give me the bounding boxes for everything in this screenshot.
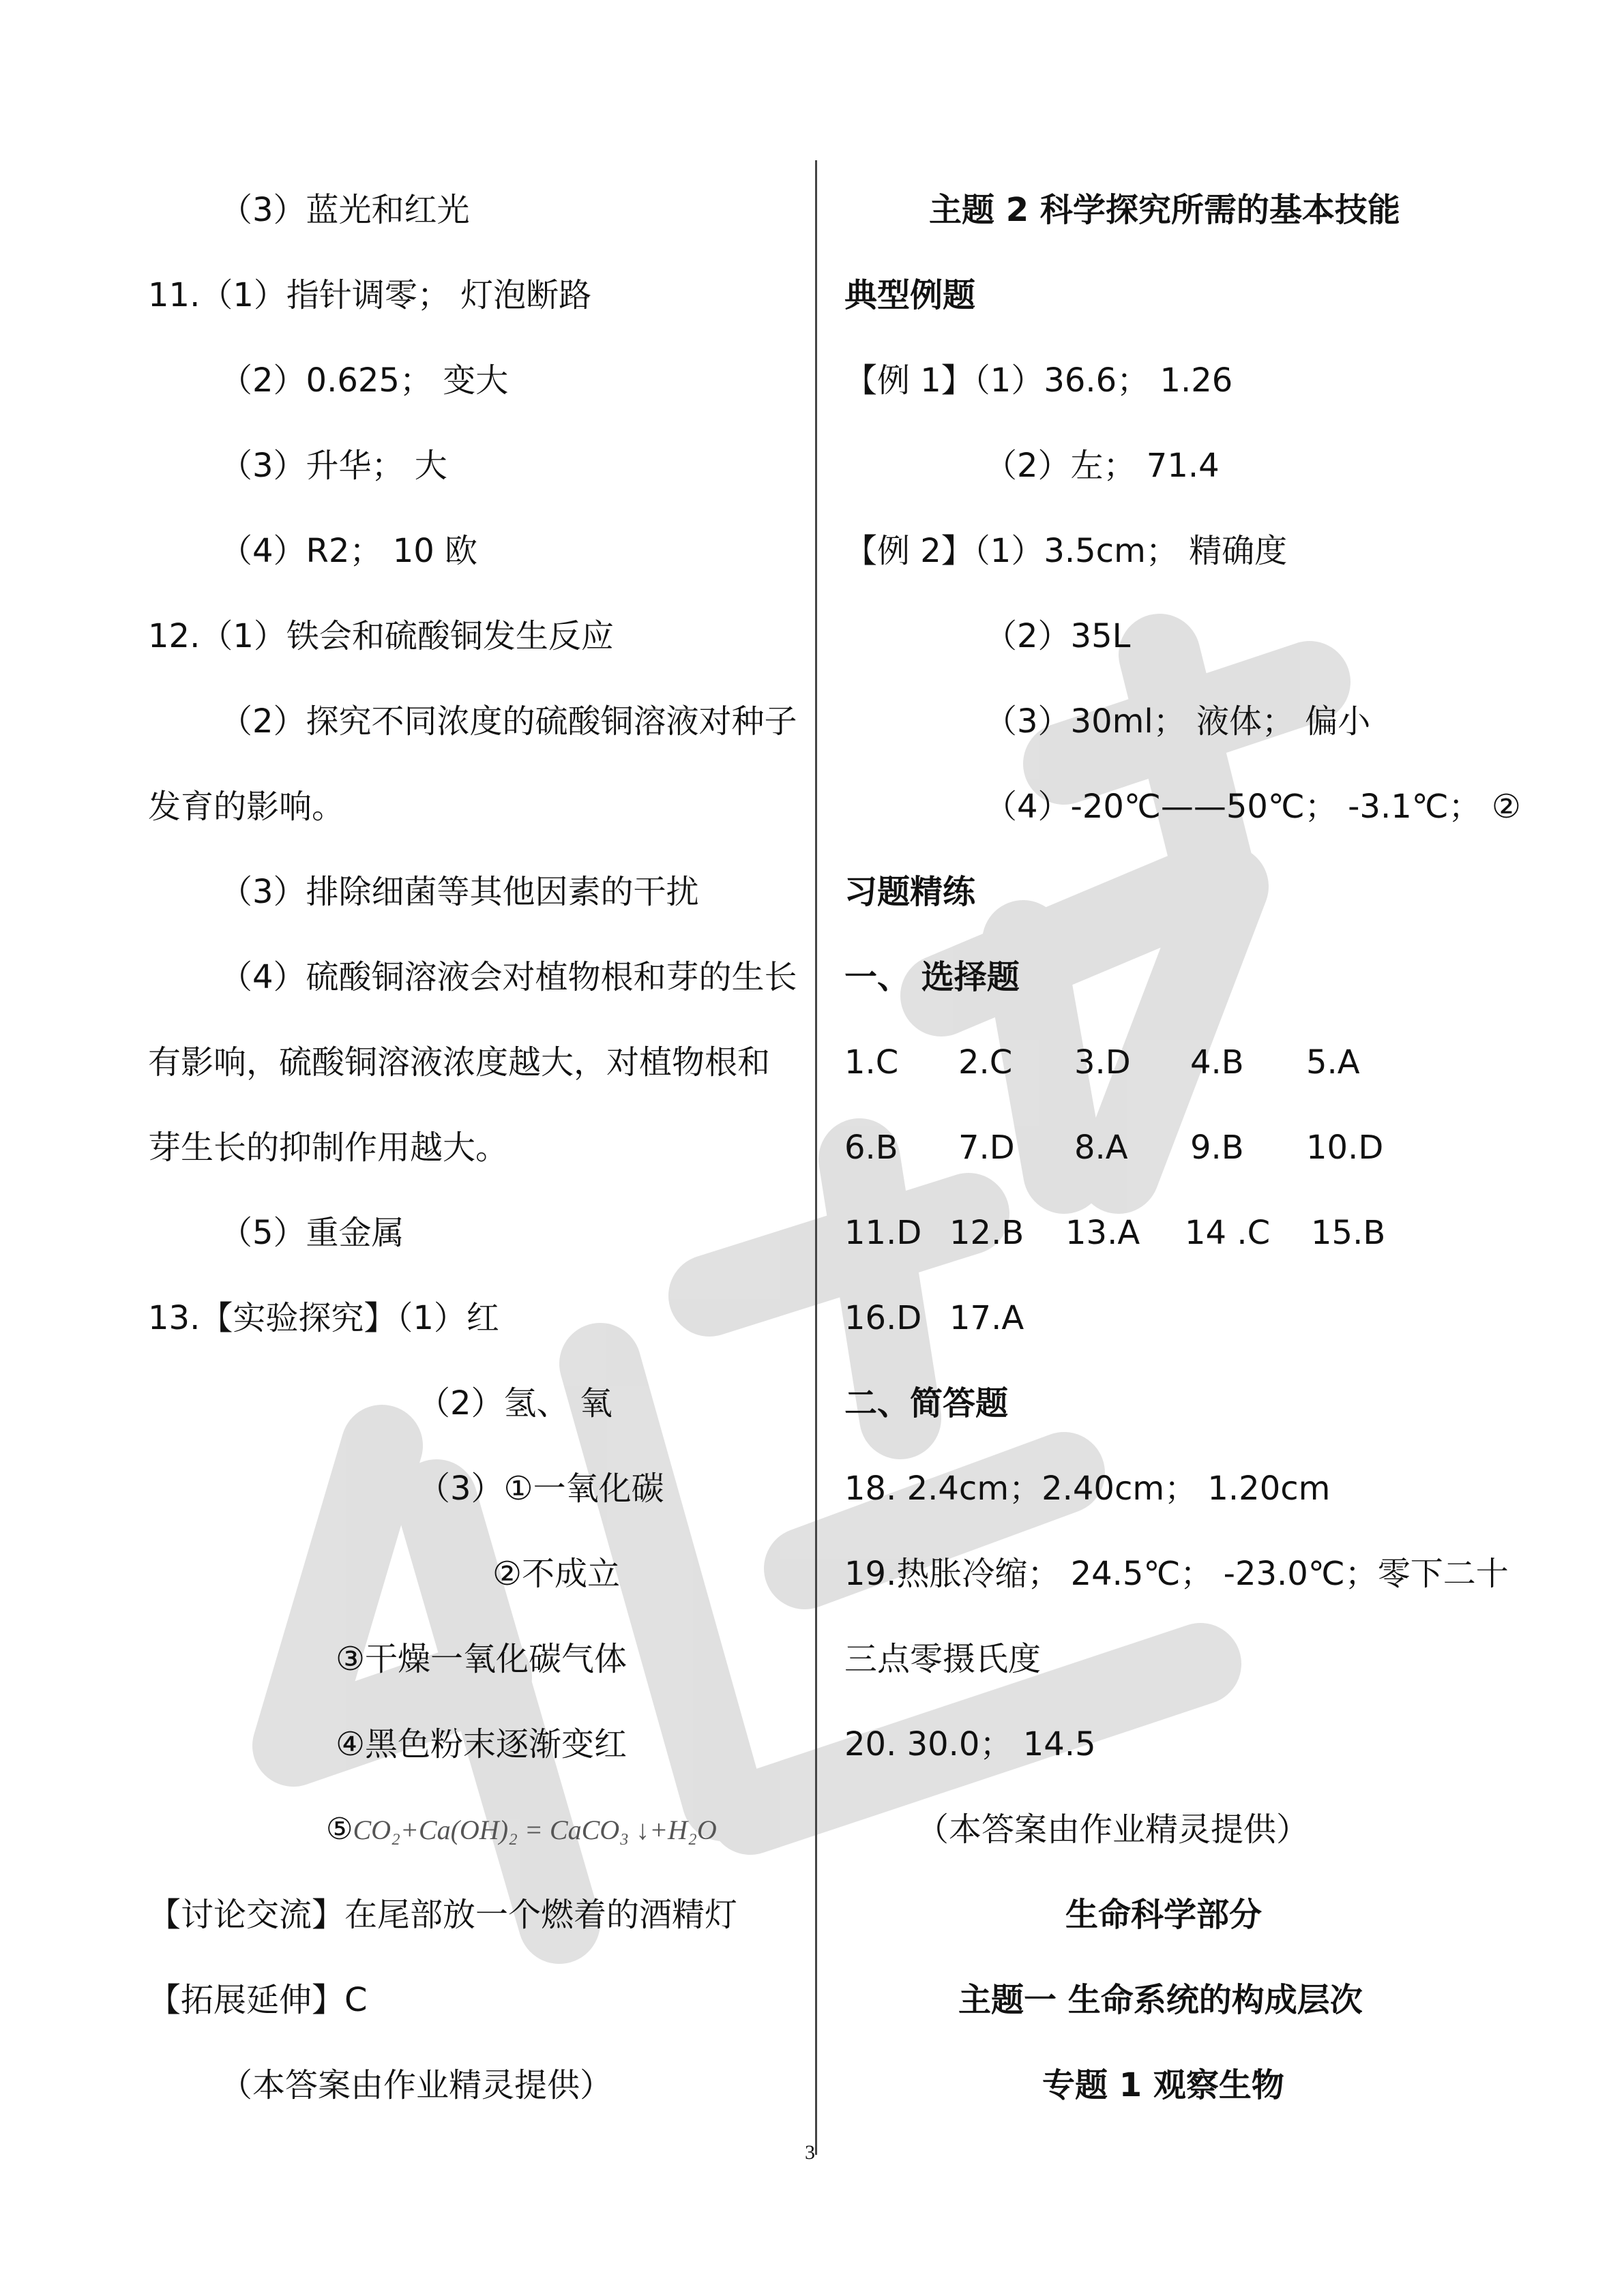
right-heading-theme1: 主题一 生命系统的构成层次 — [958, 1981, 1363, 2019]
column-divider — [815, 160, 817, 2155]
right-heading-life-science: 生命科学部分 — [1065, 1896, 1263, 1934]
left-line-2: 11.（1）指针调零； 灯泡断路 — [148, 276, 592, 314]
left-line-22: 【拓展延伸】C — [148, 1981, 368, 2019]
left-line-21: 【讨论交流】在尾部放一个燃着的酒精灯 — [148, 1896, 738, 1934]
mc-answer: 4.B — [1190, 1043, 1244, 1082]
mc-answer: 15.B — [1311, 1214, 1386, 1252]
right-line-20: （本答案由作业精灵提供） — [916, 1810, 1310, 1849]
left-line-3: （2）0.625； 变大 — [220, 361, 509, 400]
right-line-17: 19.热胀冷缩； 24.5℃； -23.0℃；零下二十 — [844, 1555, 1509, 1593]
left-line-4: （3）升华； 大 — [220, 447, 447, 485]
formula-marker: ⑤ — [326, 1812, 353, 1847]
right-heading-short-answer: 二、简答题 — [844, 1384, 1009, 1422]
mc-answer: 12.B — [949, 1214, 1024, 1252]
mc-answer: 7.D — [958, 1129, 1015, 1167]
left-line-18: ③干燥一氧化碳气体 — [336, 1640, 628, 1678]
chemical-equation — [326, 1809, 717, 1851]
right-heading-topic2: 主题 2 科学探究所需的基本技能 — [929, 191, 1400, 229]
right-heading-exercises: 习题精练 — [844, 873, 976, 911]
left-line-17: ②不成立 — [492, 1555, 621, 1593]
right-line-8: （4）-20℃——50℃； -3.1℃； ② — [984, 788, 1521, 826]
right-line-19: 20. 30.0； 14.5 — [844, 1725, 1096, 1763]
right-heading-choice: 一、 选择题 — [844, 958, 1020, 996]
formula-text: CO₂+Ca(OH)₂ = CaCO₃ ↓+H₂O — [353, 1815, 717, 1845]
left-line-14: 13.【实验探究】（1）红 — [148, 1299, 499, 1337]
right-line-6: （2）35L — [984, 617, 1131, 655]
left-line-13: （5）重金属 — [220, 1214, 404, 1252]
mc-answer: 1.C — [844, 1043, 899, 1082]
left-line-12: 芽生长的抑制作用越大。 — [148, 1129, 509, 1167]
right-line-7: （3）30ml； 液体； 偏小 — [984, 702, 1371, 741]
left-line-10: （4）硫酸铜溶液会对植物根和芽的生长 — [220, 958, 797, 996]
left-line-5: （4）R2； 10 欧 — [220, 532, 478, 570]
mc-answer: 5.A — [1306, 1043, 1360, 1082]
left-line-15: （2）氢、 氧 — [417, 1384, 612, 1422]
mc-answer: 8.A — [1074, 1129, 1128, 1167]
right-heading-examples: 典型例题 — [844, 276, 976, 314]
right-line-18: 三点零摄氏度 — [844, 1640, 1042, 1678]
left-line-9: （3）排除细菌等其他因素的干扰 — [220, 873, 699, 911]
mc-answer: 10.D — [1306, 1129, 1384, 1167]
mc-answer: 9.B — [1190, 1129, 1244, 1167]
right-line-4: （2）左； 71.4 — [984, 447, 1220, 485]
right-line-3: 【例 1】（1）36.6； 1.26 — [844, 361, 1233, 400]
mc-answer: 11.D — [844, 1214, 922, 1252]
right-line-5: 【例 2】（1）3.5cm； 精确度 — [844, 532, 1288, 570]
left-line-1: （3）蓝光和红光 — [220, 191, 470, 229]
mc-answer: 16.D — [844, 1299, 922, 1337]
left-line-16: （3）①一氧化碳 — [417, 1470, 664, 1508]
mc-answer: 2.C — [958, 1043, 1013, 1082]
left-line-6: 12.（1）铁会和硫酸铜发生反应 — [148, 617, 614, 655]
left-line-8: 发育的影响。 — [148, 788, 345, 826]
mc-answer: 13.A — [1065, 1214, 1140, 1252]
mc-answer: 3.D — [1074, 1043, 1131, 1082]
left-line-19: ④黑色粉末逐渐变红 — [336, 1725, 628, 1763]
page-number: 3 — [805, 2141, 815, 2164]
mc-answer: 14 .C — [1185, 1214, 1271, 1252]
left-line-11: 有影响，硫酸铜溶液浓度越大，对植物根和 — [148, 1043, 771, 1082]
right-heading-topic1: 专题 1 观察生物 — [1042, 2066, 1284, 2104]
left-line-7: （2）探究不同浓度的硫酸铜溶液对种子 — [220, 702, 797, 741]
left-line-23: （本答案由作业精灵提供） — [220, 2066, 613, 2104]
mc-answer: 6.B — [844, 1129, 898, 1167]
mc-answer: 17.A — [949, 1299, 1024, 1337]
right-line-16: 18. 2.4cm；2.40cm； 1.20cm — [844, 1470, 1331, 1508]
